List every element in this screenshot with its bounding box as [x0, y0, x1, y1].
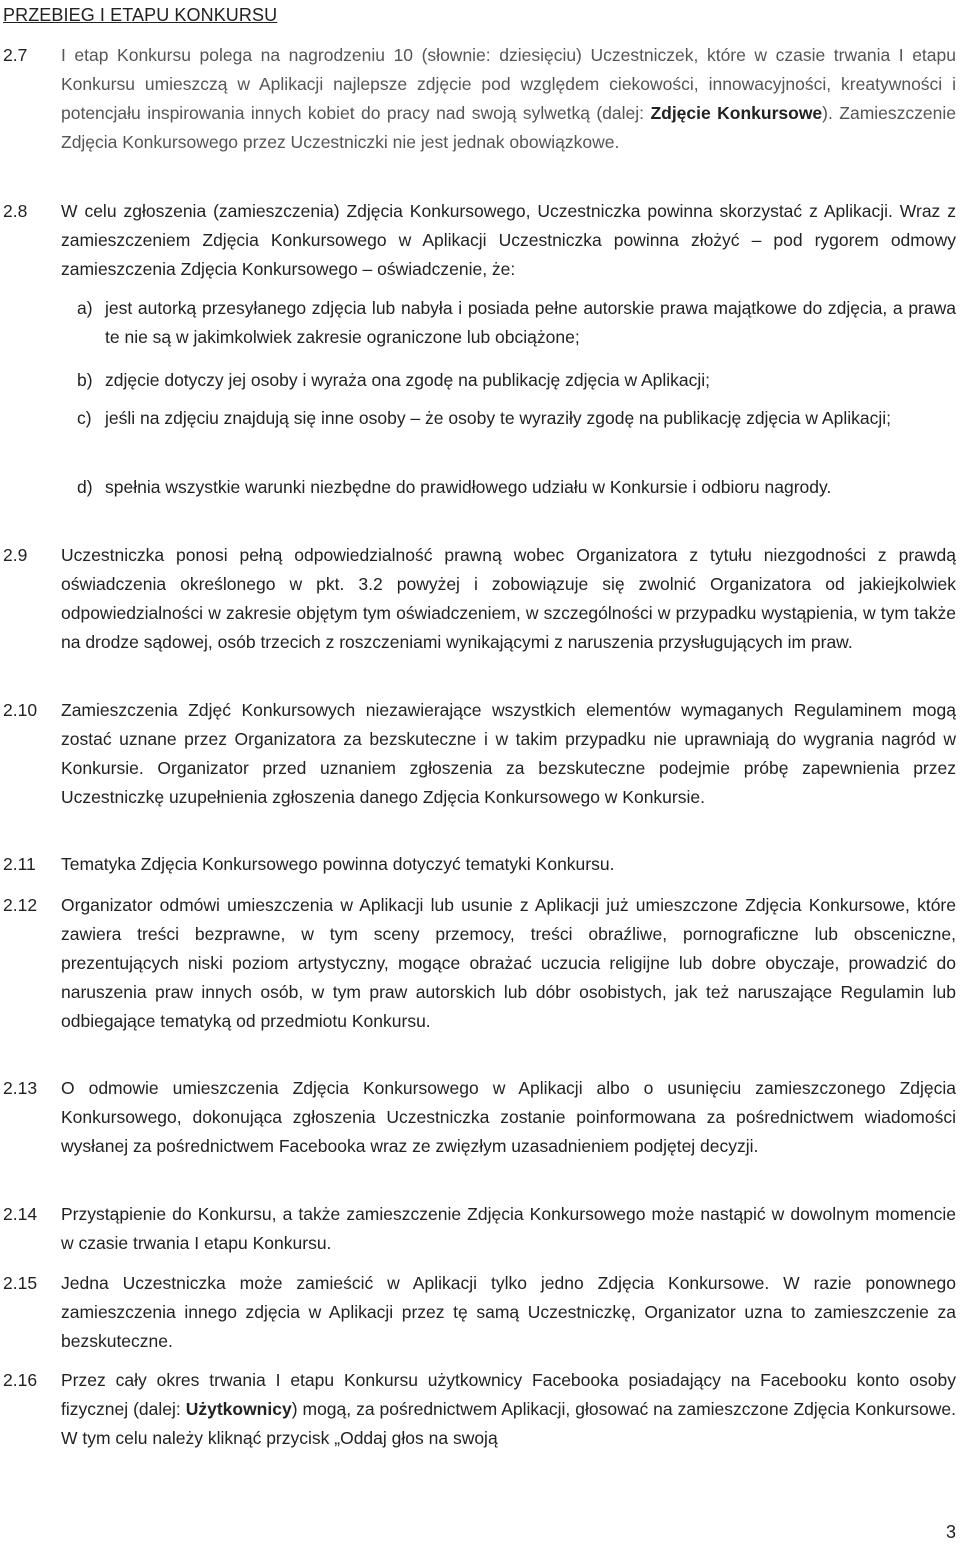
defined-term: Użytkownicy: [185, 1399, 292, 1419]
list-item-label: c): [77, 408, 92, 428]
paragraph-text: I etap Konkursu polega na nagrodzeniu 10 (słownie: dziesięciu) Uczestniczek, które w czasie trwania I etapu Konkursu umieszczą w Aplikacji najlepsze zdjęcie pod względem ciekowości, innowacyjności, kreatywności i potencjału inspirowania innych kobiet do pracy nad swoją sylwetką (dalej: Zdjęcie Konkursowe). Zamieszczenie Zdjęcia Konkursowego przez Uczestniczki nie jest jednak obowiązkowe.: [61, 45, 956, 152]
paragraph-number: 2.12: [3, 895, 38, 915]
paragraph-number: 2.7: [3, 45, 28, 65]
paragraph-text: O odmowie umieszczenia Zdjęcia Konkursowego w Aplikacji albo o usunięciu zamieszczonego Zdjęcia Konkursowego, dokonująca zgłoszenia Uczestniczka zostanie poinformowana za pośrednictwem wiadomości wysłanej za pośrednictwem Facebooka wraz ze zwięzłym uzasadnieniem podjętej decyzji.: [61, 1078, 956, 1156]
paragraph-text: Organizator odmówi umieszczenia w Aplikacji lub usunie z Aplikacji już umieszczone Zdjęcia Konkursowe, które zawiera treści bezprawne, w tym sceny przemocy, treści obraźliwe, pornograficzne lub obsceniczne, prezentujących niski poziom artystyczny, mogące obrażać uczucia religijne lub dobre obyczaje, prowadzić do naruszenia praw innych osób, w tym praw autorskich lub dóbr osobistych, jak też naruszające Regulamin lub odbiegające tematyką od przedmiotu Konkursu.: [61, 895, 956, 1031]
list-item-text: spełnia wszystkie warunki niezbędne do prawidłowego udziału w Konkursie i odbioru nagrody.: [105, 477, 832, 497]
paragraph-number: 2.13: [3, 1078, 38, 1098]
paragraph-number: 2.10: [3, 700, 38, 720]
paragraph-text: Zamieszczenia Zdjęć Konkursowych niezawierające wszystkich elementów wymaganych Regulaminem mogą zostać uznane przez Organizatora za bezskuteczne i w takim przypadku nie uprawniają do wygrania nagród w Konkursie. Organizator przed uznaniem zgłoszenia za bezskuteczne podejmie próbę zapewnienia przez Uczestniczkę uzupełnienia zgłoszenia danego Zdjęcia Konkursowego w Konkursie.: [61, 700, 956, 807]
paragraph-text: Jedna Uczestniczka może zamieścić w Aplikacji tylko jedno Zdjęcia Konkursowe. W razie ponownego zamieszczenia innego zdjęcia w Aplikacji przez tę samą Uczestniczkę, Organizator uzna to zamieszczenie za bezskuteczne.: [61, 1273, 956, 1351]
section-heading: PRZEBIEG I ETAPU KONKURSU: [3, 5, 278, 25]
list-item-text: jest autorką przesyłanego zdjęcia lub nabyła i posiada pełne autorskie prawa majątkowe do zdjęcia, a prawa te nie są w jakimkolwiek zakresie ograniczone lub obciążone;: [105, 298, 956, 347]
defined-term: Zdjęcie Konkursowe: [650, 103, 823, 123]
list-item-label: b): [77, 370, 93, 390]
paragraph-number: 2.8: [3, 201, 28, 221]
list-item-text: zdjęcie dotyczy jej osoby i wyraża ona zgodę na publikację zdjęcia w Aplikacji;: [105, 370, 711, 390]
paragraph-text: W celu zgłoszenia (zamieszczenia) Zdjęcia Konkursowego, Uczestniczka powinna skorzystać z Aplikacji. Wraz z zamieszczeniem Zdjęcia Konkursowego w Aplikacji Uczestniczka powinna złożyć – pod rygorem odmowy zamieszczenia Zdjęcia Konkursowego – oświadczenie, że:: [61, 201, 956, 279]
paragraph-number: 2.11: [3, 854, 36, 874]
page-number: 3: [945, 1522, 956, 1542]
paragraph-text: Tematyka Zdjęcia Konkursowego powinna dotyczyć tematyki Konkursu.: [61, 854, 615, 874]
list-item-text: jeśli na zdjęciu znajdują się inne osoby – że osoby te wyraziły zgodę na publikację zdjęcia w Aplikacji;: [105, 408, 891, 428]
paragraph-number: 2.9: [3, 545, 28, 565]
paragraph-number: 2.14: [3, 1204, 38, 1224]
paragraph-text: Uczestniczka ponosi pełną odpowiedzialność prawną wobec Organizatora z tytułu niezgodności z prawdą oświadczenia określonego w pkt. 3.2 powyżej i zobowiązuje się zwolnić Organizatora od jakiejkolwiek odpowiedzialności w zakresie objętym tym oświadczeniem, w szczególności w przypadku wystąpienia, w tym także na drodze sądowej, osób trzecich z roszczeniami wynikającymi z naruszenia przysługujących im praw.: [61, 545, 956, 652]
list-item-label: a): [77, 298, 93, 318]
paragraph-text: Przez cały okres trwania I etapu Konkursu użytkownicy Facebooka posiadający na Facebooku konto osoby fizycznej (dalej: Użytkownicy) mogą, za pośrednictwem Aplikacji, głosować na zamieszczone Zdjęcia Konkursowe. W tym celu należy kliknąć przycisk „Oddaj głos na swoją: [61, 1370, 956, 1448]
paragraph-number: 2.15: [3, 1273, 38, 1293]
paragraph-number: 2.16: [3, 1370, 38, 1390]
list-item-label: d): [77, 477, 93, 497]
paragraph-text: Przystąpienie do Konkursu, a także zamieszczenie Zdjęcia Konkursowego może nastąpić w dowolnym momencie w czasie trwania I etapu Konkursu.: [61, 1204, 956, 1253]
